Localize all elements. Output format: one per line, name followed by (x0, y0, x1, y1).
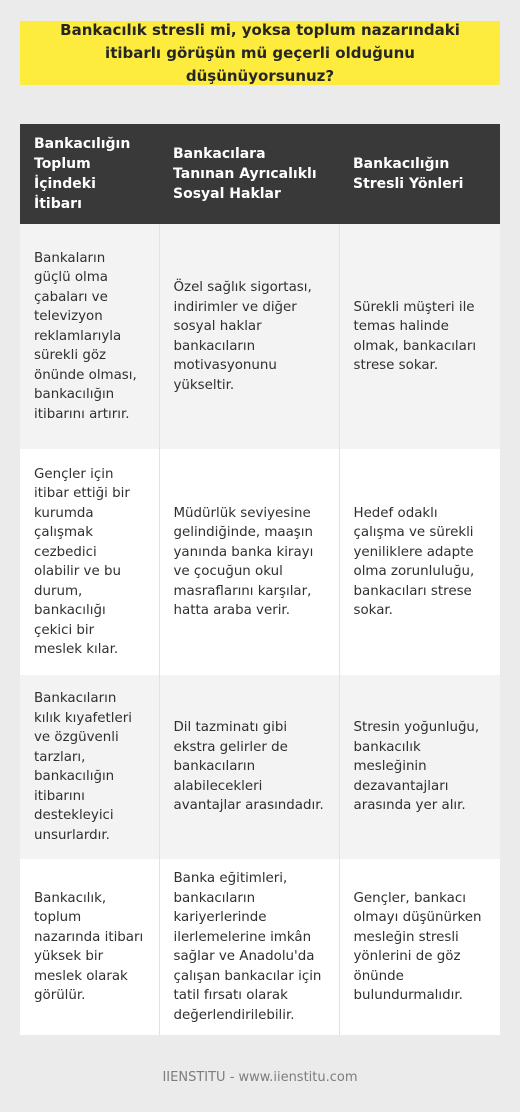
footer-credit: IIENSTITU - www.iienstitu.com (162, 1070, 358, 1085)
title-banner (20, 21, 500, 85)
table-cell: Gençler için itibar ettiği bir kurumda çalışmak cezbedici olabilir ve bu durum, bankacılığı çekici bir meslek kılar. (20, 449, 159, 675)
column-header-stress: Bankacılığın Stresli Yönleri (339, 124, 500, 224)
table-cell: Banka eğitimleri, bankacıların kariyerlerinde ilerlemelerine imkân sağlar ve Anadolu'da çalışan bankacılar için tatil fırsatı olarak değerlendirilebilir. (159, 859, 339, 1035)
table-cell: Bankacılık, toplum nazarında itibarı yüksek bir meslek olarak görülür. (20, 859, 159, 1035)
table-cell: Bankacıların kılık kıyafetleri ve özgüvenli tarzları, bankacılığın itibarını destekleyici unsurlardır. (20, 675, 159, 859)
table-cell: Sürekli müşteri ile temas halinde olmak, bankacıları strese sokar. (339, 224, 500, 449)
table-row (20, 675, 500, 859)
page-title: Bankacılık stresli mi, yoksa toplum nazarındaki itibarlı görüşün mü geçerli olduğunu düşünüyorsunuz? (60, 20, 460, 85)
table-cell: Stresin yoğunluğu, bankacılık mesleğinin dezavantajları arasında yer alır. (339, 675, 500, 859)
table-row (20, 449, 500, 675)
table-row (20, 224, 500, 449)
table-cell: Hedef odaklı çalışma ve sürekli yeniliklere adapte olma zorunluluğu, bankacıları strese sokar. (339, 449, 500, 675)
table-cell: Dil tazminatı gibi ekstra gelirler de bankacıların alabilecekleri avantajlar arasındadır. (159, 675, 339, 859)
column-header-social-rights: Bankacılara Tanınan Ayrıcalıklı Sosyal Haklar (159, 124, 339, 224)
table-row (20, 859, 500, 1035)
comparison-table (20, 124, 500, 1035)
table-cell: Özel sağlık sigortası, indirimler ve diğer sosyal haklar bankacıların motivasyonunu yükseltir. (159, 224, 339, 449)
column-header-reputation: Bankacılığın Toplum İçindeki İtibarı (20, 124, 159, 224)
table-cell: Bankaların güçlü olma çabaları ve televizyon reklamlarıyla sürekli göz önünde olması, bankacılığın itibarını artırır. (20, 224, 159, 449)
table-cell: Müdürlük seviyesine gelindiğinde, maaşın yanında banka kirayı ve çocuğun okul masraflarını karşılar, hatta araba verir. (159, 449, 339, 675)
table-header-row (20, 124, 500, 224)
table-cell: Gençler, bankacı olmayı düşünürken mesleğin stresli yönlerini de göz önünde bulundurmalıdır. (339, 859, 500, 1035)
